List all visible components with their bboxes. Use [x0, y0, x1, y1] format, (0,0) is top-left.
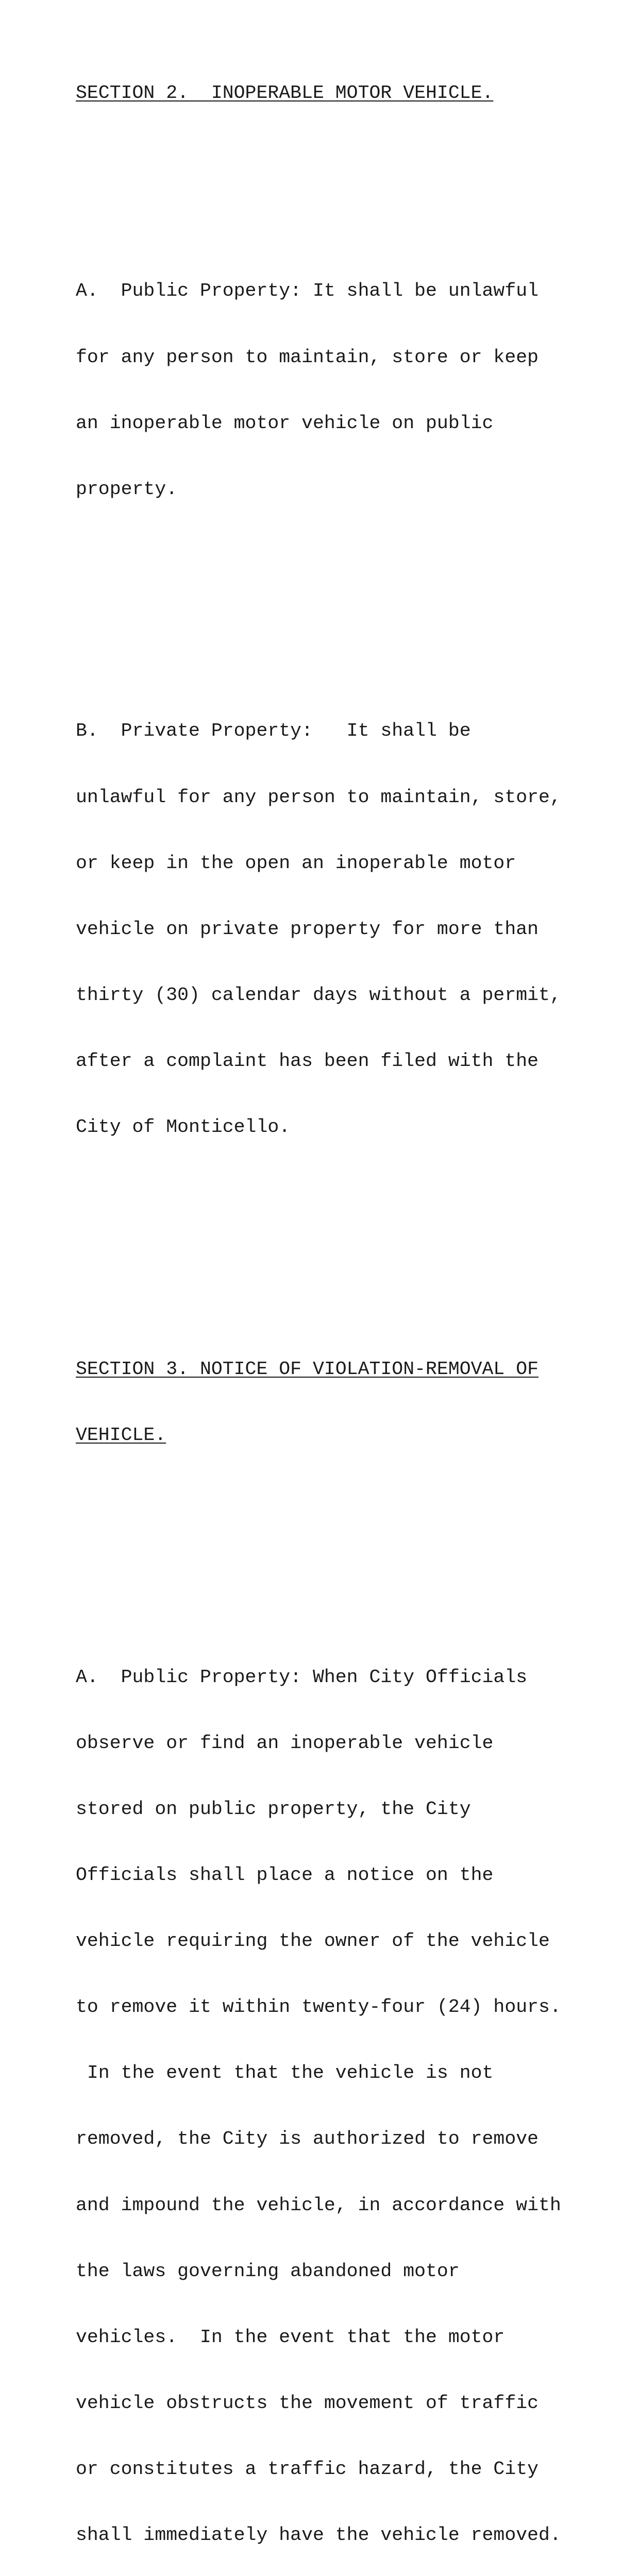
text-line: observe or find an inoperable vehicle — [76, 1732, 494, 1754]
text-line: vehicle requiring the owner of the vehicle — [76, 1930, 550, 1952]
text-line: In the event that the vehicle is not — [76, 2062, 494, 2084]
spacer — [76, 1227, 622, 1249]
text-line: vehicle on private property for more than — [76, 918, 539, 940]
text-line: vehicle obstructs the movement of traffic — [76, 2392, 539, 2414]
section-3-heading — [76, 1314, 622, 1490]
text-line: an inoperable motor vehicle on public — [76, 412, 494, 434]
text-line: A. Public Property: It shall be unlawful — [76, 280, 539, 302]
section-2-heading: SECTION 2. INOPERABLE MOTOR VEHICLE. — [76, 82, 494, 104]
spacer — [76, 148, 622, 171]
spacer — [76, 1534, 622, 1556]
text-line: thirty (30) calendar days without a permit, — [76, 984, 561, 1006]
text-line: after a complaint has been filed with the — [76, 1050, 539, 1072]
text-line: A. Public Property: When City Officials — [76, 1666, 528, 1688]
text-line: and impound the vehicle, in accordance with — [76, 2194, 561, 2216]
text-line: City of Monticello. — [76, 1116, 291, 1138]
text-line: removed, the City is authorized to remove — [76, 2128, 539, 2150]
text-line: or constitutes a traffic hazard, the City — [76, 2458, 539, 2480]
section-3-paragraph-a — [76, 1622, 622, 2576]
text-line: Officials shall place a notice on the — [76, 1865, 494, 1886]
section-2-paragraph-a — [76, 236, 622, 545]
text-line: vehicles. In the event that the motor — [76, 2326, 505, 2348]
text-line: B. Private Property: It shall be — [76, 720, 471, 742]
section-2-paragraph-b — [76, 676, 622, 1182]
heading-line: VEHICLE. — [76, 1424, 166, 1446]
text-line: unlawful for any person to maintain, store, — [76, 786, 561, 808]
document-page — [76, 16, 622, 2576]
text-line: to remove it within twenty-four (24) hours. — [76, 1996, 561, 2018]
text-line: shall immediately have the vehicle removed. — [76, 2524, 561, 2546]
heading-line: SECTION 3. NOTICE OF VIOLATION-REMOVAL OF — [76, 1358, 539, 1380]
text-line: for any person to maintain, store or keep — [76, 346, 539, 368]
text-line: property. — [76, 478, 178, 500]
text-line: stored on public property, the City — [76, 1798, 471, 1820]
text-line: the laws governing abandoned motor — [76, 2260, 460, 2282]
text-line: or keep in the open an inoperable motor — [76, 852, 516, 874]
spacer — [76, 588, 622, 611]
